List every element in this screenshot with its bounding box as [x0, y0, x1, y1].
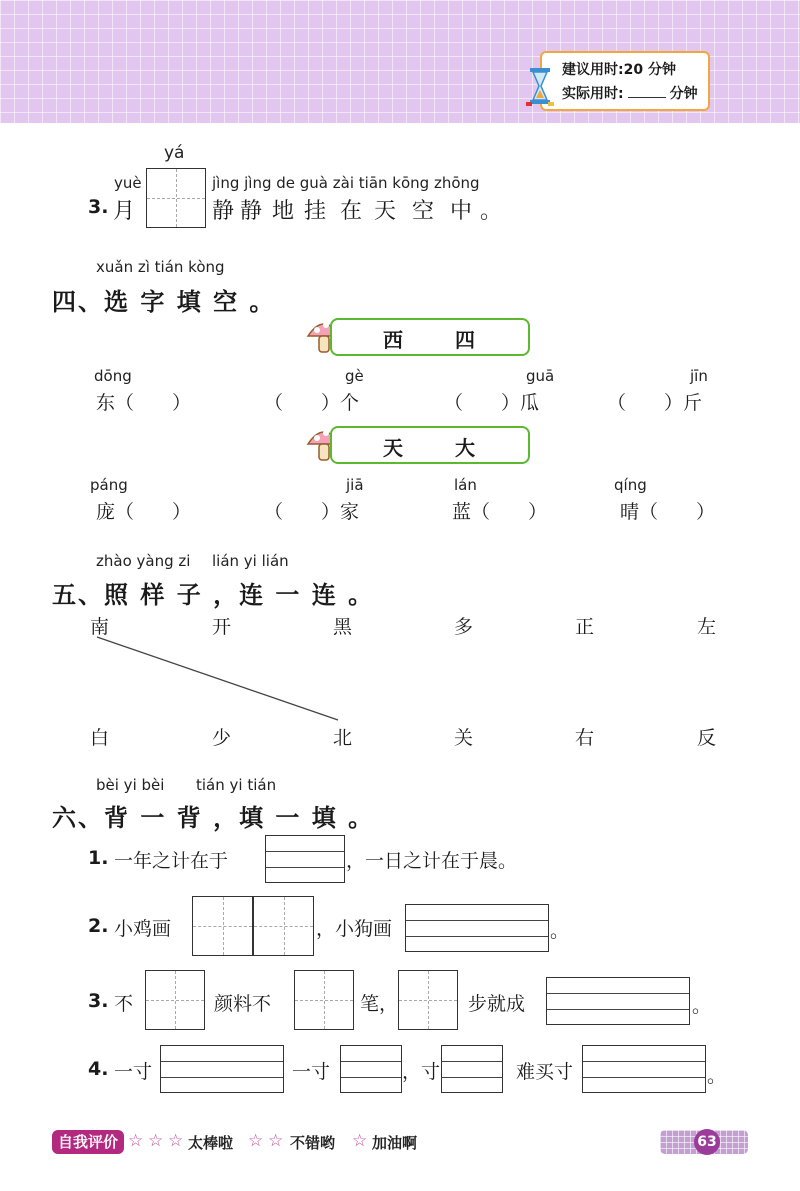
s6-q4-number: 4.	[88, 1058, 109, 1080]
s6-q2-number: 2.	[88, 915, 109, 937]
blank-gua[interactable]: （ ）瓜	[444, 392, 540, 414]
page-number: 63	[694, 1129, 720, 1155]
blank-dong[interactable]: 东（ ）	[96, 392, 192, 414]
blank-jin[interactable]: （ ）斤	[607, 392, 703, 414]
pinyin-ge: gè	[345, 367, 364, 385]
s6-q4-answer-box-3[interactable]	[441, 1045, 503, 1093]
section4-pinyin: xuǎn zì tián kòng	[96, 258, 225, 276]
bottom-char-2[interactable]: 北	[333, 727, 353, 749]
rating-keep-going: 加油啊	[372, 1134, 418, 1152]
bottom-char-4[interactable]: 右	[575, 727, 595, 749]
star-icon[interactable]: ☆	[268, 1131, 284, 1151]
self-evaluation-badge: 自我评价	[52, 1130, 124, 1154]
char-rest-0: 静	[212, 199, 235, 224]
char-rest-6: 空	[412, 199, 435, 224]
char-rest-7: 中	[450, 199, 473, 224]
pinyin-rest: jìng jìng de guà zài tiān kōng zhōng	[212, 174, 480, 192]
s6-q3-tian-1[interactable]	[145, 970, 205, 1030]
s6-q4-text-d: 难买寸	[516, 1061, 574, 1083]
bottom-char-3[interactable]: 关	[454, 727, 474, 749]
pinyin-gua: guā	[526, 367, 555, 385]
s6-q3-text-a: 不	[114, 993, 134, 1015]
top-char-1[interactable]: 开	[212, 616, 232, 638]
s6-q3-answer-box[interactable]	[546, 977, 690, 1025]
char-rest-3: 挂	[304, 199, 327, 224]
s6-q2-answer-box[interactable]	[405, 904, 549, 952]
s6-q4-answer-box-1[interactable]	[160, 1045, 284, 1093]
char-rest-1: 静	[240, 199, 263, 224]
pinyin-dong: dōng	[94, 367, 132, 385]
bottom-char-5[interactable]: 反	[697, 727, 717, 749]
char-rest-2: 地	[272, 199, 295, 224]
star-icon[interactable]: ☆	[248, 1131, 264, 1151]
s6-q2-text-c: 。	[550, 920, 570, 942]
bottom-char-1[interactable]: 少	[212, 727, 232, 749]
s6-q3-text-b: 颜料不	[214, 993, 272, 1015]
s6-q1-text-b: ，一日之计在于晨。	[346, 850, 518, 872]
star-icon[interactable]: ☆	[352, 1131, 368, 1151]
rating-good: 不错哟	[290, 1134, 336, 1152]
rating-great: 太棒啦	[188, 1134, 234, 1152]
s6-q1-number: 1.	[88, 847, 109, 869]
section4-title: 四、选 字 填 空 。	[52, 288, 276, 316]
bottom-char-0[interactable]: 白	[90, 727, 110, 749]
actual-time: 实际用时: 分钟	[562, 86, 698, 102]
char-rest-5: 天	[374, 199, 397, 224]
pinyin-pang: páng	[90, 476, 128, 494]
s6-q2-text-b: ，小狗画	[316, 918, 393, 940]
option-si: 四	[455, 328, 475, 352]
top-char-4[interactable]: 正	[575, 616, 595, 638]
blank-ge[interactable]: （ ）个	[264, 392, 360, 414]
s6-q4-text-a: 一寸	[114, 1061, 153, 1083]
s6-q3-text-e: 。	[692, 995, 712, 1017]
s6-q1-text-a: 一年之计在于	[114, 850, 229, 872]
pinyin-jia: jiā	[346, 476, 364, 494]
pinyin-jin: jīn	[690, 367, 708, 385]
section5-title: 五、照 样 子 ，连 一 连 。	[52, 581, 375, 609]
s6-q2-text-a: 小鸡画	[114, 918, 172, 940]
option-tian: 天	[383, 436, 403, 460]
top-char-2[interactable]: 黑	[333, 616, 353, 638]
pinyin-yue: yuè	[114, 174, 142, 192]
q3-number: 3.	[88, 196, 109, 218]
section5-pinyin-b: lián yi lián	[212, 552, 289, 570]
pinyin-ya: yá	[164, 143, 185, 163]
s6-q4-answer-box-2[interactable]	[340, 1045, 402, 1093]
section6-pinyin-b: tián yi tián	[196, 776, 277, 794]
s6-q3-number: 3.	[88, 990, 109, 1012]
char-rest-8: 。	[480, 199, 503, 224]
blank-qing[interactable]: 晴（ ）	[620, 501, 716, 523]
star-icon[interactable]: ☆	[168, 1131, 184, 1151]
s6-q2-tian-2[interactable]	[253, 896, 314, 956]
top-char-0[interactable]: 南	[90, 616, 110, 638]
s6-q4-text-c: ，寸	[402, 1061, 441, 1083]
s6-q1-answer-box[interactable]	[265, 835, 345, 883]
s6-q4-text-e: 。	[707, 1065, 727, 1087]
s6-q4-answer-box-4[interactable]	[582, 1045, 706, 1093]
blank-pang[interactable]: 庞（ ）	[96, 501, 192, 523]
option-da: 大	[455, 436, 475, 460]
section6-title: 六、背 一 背 ，填 一 填 。	[52, 804, 375, 832]
section6-pinyin-a: bèi yi bèi	[96, 776, 165, 794]
blank-jia[interactable]: （ ）家	[264, 501, 360, 523]
star-icon[interactable]: ☆	[128, 1131, 144, 1151]
option-xi: 西	[383, 328, 403, 352]
s6-q3-tian-3[interactable]	[398, 970, 458, 1030]
s6-q4-text-b: 一寸	[292, 1061, 331, 1083]
s6-q2-tian-1[interactable]	[192, 896, 253, 956]
top-char-5[interactable]: 左	[697, 616, 717, 638]
s6-q3-text-c: 笔，	[360, 993, 399, 1015]
top-char-3[interactable]: 多	[454, 616, 474, 638]
suggested-time: 建议用时:20 分钟	[562, 62, 676, 78]
section5-pinyin-a: zhào yàng zi	[96, 552, 191, 570]
s6-q3-tian-2[interactable]	[294, 970, 354, 1030]
pinyin-lan: lán	[454, 476, 477, 494]
star-icon[interactable]: ☆	[148, 1131, 164, 1151]
char-yue: 月	[113, 199, 136, 224]
blank-lan[interactable]: 蓝（ ）	[452, 501, 548, 523]
char-rest-4: 在	[340, 199, 363, 224]
s6-q3-text-d: 步就成	[468, 993, 526, 1015]
pinyin-qing: qíng	[614, 476, 647, 494]
